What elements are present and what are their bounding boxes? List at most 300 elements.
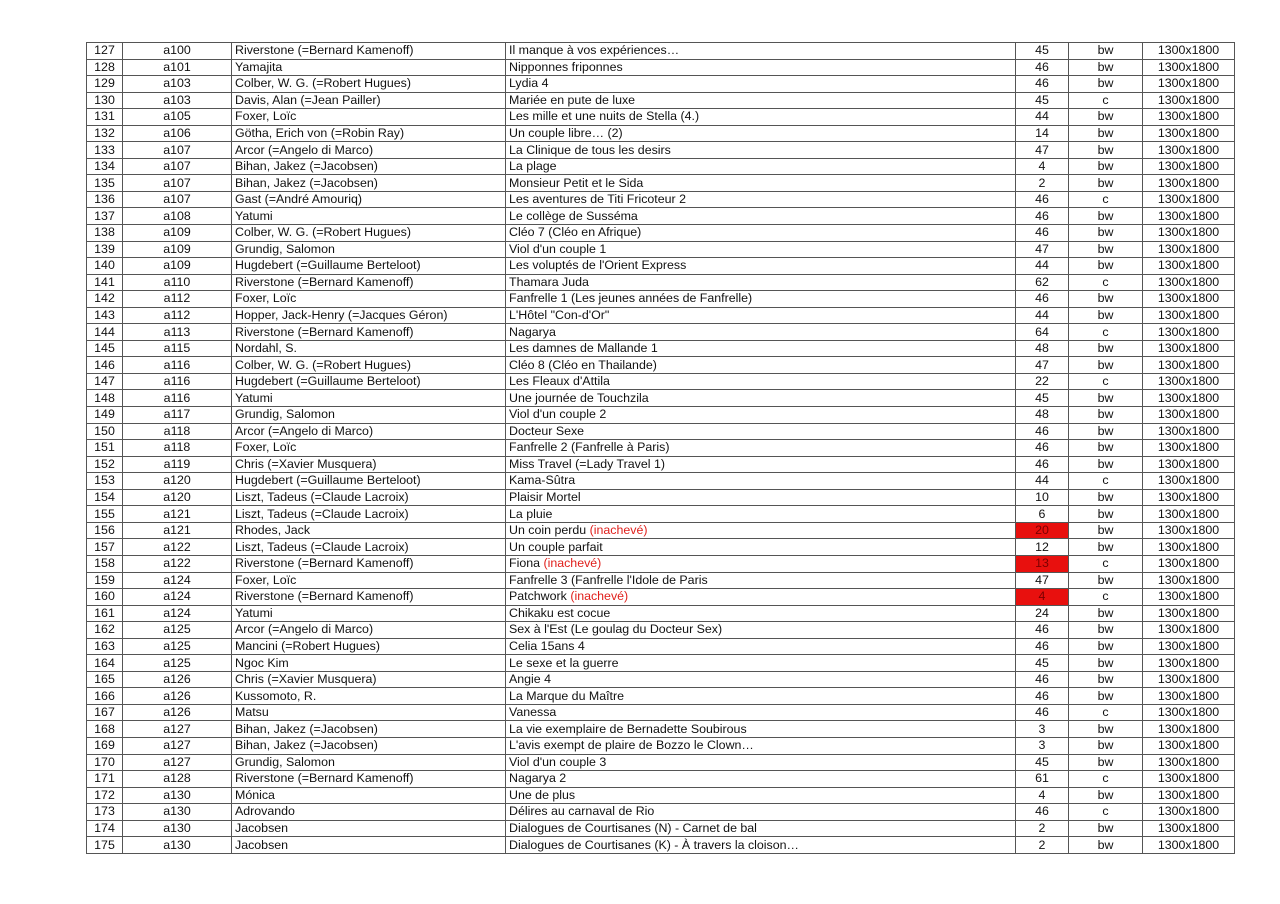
table-row: [87, 704, 1235, 721]
resolution-cell: 1300x1800: [1143, 638, 1235, 655]
color-type-cell: bw: [1069, 688, 1143, 705]
pages-cell: 46: [1016, 622, 1069, 639]
title-cell: [506, 655, 1016, 672]
resolution-cell: 1300x1800: [1143, 704, 1235, 721]
title-text: L'Hôtel "Con-d'Or": [509, 308, 610, 323]
resolution-cell: 1300x1800: [1143, 671, 1235, 688]
color-type-cell: bw: [1069, 655, 1143, 672]
code-cell: a107: [123, 191, 232, 208]
resolution-cell: 1300x1800: [1143, 390, 1235, 407]
code-cell: a121: [123, 522, 232, 539]
title-cell: [506, 589, 1016, 606]
author-cell: Riverstone (=Bernard Kamenoff): [232, 324, 506, 341]
color-type-cell: bw: [1069, 59, 1143, 76]
author-cell: Riverstone (=Bernard Kamenoff): [232, 771, 506, 788]
row-number-cell: 156: [87, 522, 123, 539]
title-text: Viol d'un couple 3: [509, 754, 607, 769]
row-number-cell: 175: [87, 837, 123, 854]
title-cell: [506, 506, 1016, 523]
table-row: [87, 787, 1235, 804]
author-cell: Adrovando: [232, 804, 506, 821]
catalog-table-body: [87, 43, 1235, 854]
pages-cell: 4: [1016, 589, 1069, 606]
resolution-cell: 1300x1800: [1143, 76, 1235, 93]
title-cell: [506, 787, 1016, 804]
title-text: L'avis exempt de plaire de Bozzo le Clown…: [509, 738, 754, 753]
title-cell: [506, 291, 1016, 308]
color-type-cell: bw: [1069, 671, 1143, 688]
pages-cell: 47: [1016, 572, 1069, 589]
code-cell: a120: [123, 489, 232, 506]
resolution-cell: 1300x1800: [1143, 522, 1235, 539]
color-type-cell: bw: [1069, 754, 1143, 771]
pages-cell: 48: [1016, 407, 1069, 424]
resolution-cell: 1300x1800: [1143, 622, 1235, 639]
code-cell: a116: [123, 357, 232, 374]
title-cell: [506, 820, 1016, 837]
pages-cell: 64: [1016, 324, 1069, 341]
row-number-cell: 127: [87, 43, 123, 60]
row-number-cell: 165: [87, 671, 123, 688]
title-text: Docteur Sexe: [509, 423, 585, 438]
title-text: La pluie: [509, 506, 553, 521]
title-cell: [506, 837, 1016, 854]
row-number-cell: 130: [87, 92, 123, 109]
code-cell: a112: [123, 307, 232, 324]
resolution-cell: 1300x1800: [1143, 324, 1235, 341]
pages-cell: 46: [1016, 704, 1069, 721]
author-cell: Colber, W. G. (=Robert Hugues): [232, 225, 506, 242]
row-number-cell: 148: [87, 390, 123, 407]
color-type-cell: bw: [1069, 390, 1143, 407]
resolution-cell: 1300x1800: [1143, 423, 1235, 440]
title-cell: [506, 241, 1016, 258]
title-text: La vie exemplaire de Bernadette Soubirous: [509, 721, 747, 736]
author-cell: Arcor (=Angelo di Marco): [232, 423, 506, 440]
color-type-cell: c: [1069, 191, 1143, 208]
table-row: [87, 771, 1235, 788]
color-type-cell: bw: [1069, 820, 1143, 837]
table-row: [87, 473, 1235, 490]
table-row: [87, 125, 1235, 142]
resolution-cell: 1300x1800: [1143, 555, 1235, 572]
author-cell: Bihan, Jakez (=Jacobsen): [232, 737, 506, 754]
color-type-cell: bw: [1069, 307, 1143, 324]
unfinished-note: (inachevé): [543, 556, 602, 571]
table-row: [87, 390, 1235, 407]
pages-cell: 6: [1016, 506, 1069, 523]
pages-cell: 2: [1016, 820, 1069, 837]
author-cell: Chris (=Xavier Musquera): [232, 456, 506, 473]
table-row: [87, 258, 1235, 275]
color-type-cell: bw: [1069, 622, 1143, 639]
row-number-cell: 150: [87, 423, 123, 440]
table-row: [87, 754, 1235, 771]
pages-cell: 13: [1016, 555, 1069, 572]
title-cell: [506, 76, 1016, 93]
pages-cell: 46: [1016, 671, 1069, 688]
color-type-cell: bw: [1069, 357, 1143, 374]
color-type-cell: bw: [1069, 158, 1143, 175]
table-row: [87, 241, 1235, 258]
title-cell: [506, 92, 1016, 109]
author-cell: Yatumi: [232, 208, 506, 225]
title-text: Le sexe et la guerre: [509, 655, 619, 670]
title-cell: [506, 804, 1016, 821]
title-text: Un coin perdu: [509, 523, 587, 538]
title-cell: [506, 208, 1016, 225]
color-type-cell: bw: [1069, 489, 1143, 506]
title-cell: [506, 721, 1016, 738]
row-number-cell: 132: [87, 125, 123, 142]
code-cell: a124: [123, 605, 232, 622]
table-row: [87, 671, 1235, 688]
table-row: [87, 589, 1235, 606]
title-cell: [506, 158, 1016, 175]
title-text: Délires au carnaval de Rio: [509, 804, 655, 819]
pages-cell: 14: [1016, 125, 1069, 142]
author-cell: Foxer, Loïc: [232, 440, 506, 457]
code-cell: a124: [123, 572, 232, 589]
code-cell: a100: [123, 43, 232, 60]
row-number-cell: 151: [87, 440, 123, 457]
code-cell: a107: [123, 175, 232, 192]
row-number-cell: 166: [87, 688, 123, 705]
author-cell: Ngoc Kim: [232, 655, 506, 672]
unfinished-note: (inachevé): [589, 523, 648, 538]
pages-cell: 46: [1016, 688, 1069, 705]
pages-cell: 4: [1016, 787, 1069, 804]
title-text: Dialogues de Courtisanes (K) - À travers la cloison…: [509, 837, 799, 852]
pages-cell: 46: [1016, 208, 1069, 225]
code-cell: a113: [123, 324, 232, 341]
title-text: Dialogues de Courtisanes (N) - Carnet de bal: [509, 820, 757, 835]
row-number-cell: 173: [87, 804, 123, 821]
pages-cell: 46: [1016, 638, 1069, 655]
resolution-cell: 1300x1800: [1143, 589, 1235, 606]
code-cell: a109: [123, 241, 232, 258]
row-number-cell: 162: [87, 622, 123, 639]
color-type-cell: bw: [1069, 605, 1143, 622]
title-cell: [506, 456, 1016, 473]
resolution-cell: 1300x1800: [1143, 357, 1235, 374]
title-text: Sex à l'Est (Le goulag du Docteur Sex): [509, 622, 723, 637]
pages-cell: 46: [1016, 804, 1069, 821]
code-cell: a125: [123, 622, 232, 639]
row-number-cell: 153: [87, 473, 123, 490]
author-cell: Yatumi: [232, 390, 506, 407]
code-cell: a105: [123, 109, 232, 126]
color-type-cell: bw: [1069, 539, 1143, 556]
code-cell: a116: [123, 373, 232, 390]
title-text: La Marque du Maître: [509, 688, 625, 703]
resolution-cell: 1300x1800: [1143, 407, 1235, 424]
author-cell: Yatumi: [232, 605, 506, 622]
row-number-cell: 138: [87, 225, 123, 242]
color-type-cell: bw: [1069, 109, 1143, 126]
author-cell: Bihan, Jakez (=Jacobsen): [232, 721, 506, 738]
row-number-cell: 133: [87, 142, 123, 159]
title-text: Patchwork: [509, 589, 567, 604]
code-cell: a126: [123, 688, 232, 705]
title-cell: [506, 638, 1016, 655]
color-type-cell: c: [1069, 274, 1143, 291]
table-row: [87, 76, 1235, 93]
title-text: Une journée de Touchzila: [509, 390, 649, 405]
author-cell: Jacobsen: [232, 837, 506, 854]
resolution-cell: 1300x1800: [1143, 241, 1235, 258]
pages-cell: 45: [1016, 754, 1069, 771]
author-cell: Nordahl, S.: [232, 340, 506, 357]
title-text: Plaisir Mortel: [509, 490, 581, 505]
color-type-cell: c: [1069, 589, 1143, 606]
author-cell: Riverstone (=Bernard Kamenoff): [232, 555, 506, 572]
title-cell: [506, 440, 1016, 457]
code-cell: a126: [123, 704, 232, 721]
color-type-cell: c: [1069, 373, 1143, 390]
title-cell: [506, 704, 1016, 721]
table-row: [87, 572, 1235, 589]
row-number-cell: 158: [87, 555, 123, 572]
code-cell: a130: [123, 804, 232, 821]
code-cell: a107: [123, 158, 232, 175]
pages-cell: 47: [1016, 142, 1069, 159]
author-cell: Davis, Alan (=Jean Pailler): [232, 92, 506, 109]
table-row: [87, 59, 1235, 76]
row-number-cell: 172: [87, 787, 123, 804]
resolution-cell: 1300x1800: [1143, 175, 1235, 192]
code-cell: a121: [123, 506, 232, 523]
code-cell: a106: [123, 125, 232, 142]
title-cell: [506, 43, 1016, 60]
pages-cell: 24: [1016, 605, 1069, 622]
table-row: [87, 92, 1235, 109]
row-number-cell: 146: [87, 357, 123, 374]
code-cell: a125: [123, 638, 232, 655]
title-text: Fanfrelle 1 (Les jeunes années de Fanfrelle): [509, 291, 753, 306]
title-cell: [506, 671, 1016, 688]
pages-cell: 46: [1016, 456, 1069, 473]
table-row: [87, 605, 1235, 622]
resolution-cell: 1300x1800: [1143, 59, 1235, 76]
title-text: La plage: [509, 159, 557, 174]
color-type-cell: bw: [1069, 258, 1143, 275]
table-row: [87, 208, 1235, 225]
table-row: [87, 274, 1235, 291]
resolution-cell: 1300x1800: [1143, 440, 1235, 457]
author-cell: Grundig, Salomon: [232, 407, 506, 424]
color-type-cell: c: [1069, 473, 1143, 490]
pages-cell: 44: [1016, 473, 1069, 490]
pages-cell: 61: [1016, 771, 1069, 788]
title-cell: [506, 225, 1016, 242]
author-cell: Colber, W. G. (=Robert Hugues): [232, 76, 506, 93]
title-text: Vanessa: [509, 705, 557, 720]
resolution-cell: 1300x1800: [1143, 837, 1235, 854]
pages-cell: 45: [1016, 43, 1069, 60]
resolution-cell: 1300x1800: [1143, 225, 1235, 242]
pages-cell: 46: [1016, 76, 1069, 93]
pages-cell: 4: [1016, 158, 1069, 175]
pages-cell: 22: [1016, 373, 1069, 390]
title-cell: [506, 754, 1016, 771]
table-row: [87, 655, 1235, 672]
resolution-cell: 1300x1800: [1143, 771, 1235, 788]
code-cell: a122: [123, 555, 232, 572]
resolution-cell: 1300x1800: [1143, 373, 1235, 390]
resolution-cell: 1300x1800: [1143, 307, 1235, 324]
author-cell: Yamajita: [232, 59, 506, 76]
title-text: Il manque à vos expériences…: [509, 43, 680, 58]
pages-cell: 47: [1016, 357, 1069, 374]
table-row: [87, 142, 1235, 159]
resolution-cell: 1300x1800: [1143, 291, 1235, 308]
row-number-cell: 171: [87, 771, 123, 788]
pages-cell: 46: [1016, 440, 1069, 457]
color-type-cell: bw: [1069, 638, 1143, 655]
code-cell: a119: [123, 456, 232, 473]
table-row: [87, 506, 1235, 523]
code-cell: a103: [123, 92, 232, 109]
table-row: [87, 622, 1235, 639]
color-type-cell: bw: [1069, 76, 1143, 93]
resolution-cell: 1300x1800: [1143, 92, 1235, 109]
author-cell: Liszt, Tadeus (=Claude Lacroix): [232, 489, 506, 506]
row-number-cell: 135: [87, 175, 123, 192]
row-number-cell: 169: [87, 737, 123, 754]
resolution-cell: 1300x1800: [1143, 688, 1235, 705]
resolution-cell: 1300x1800: [1143, 804, 1235, 821]
title-cell: [506, 771, 1016, 788]
pages-cell: 46: [1016, 225, 1069, 242]
title-cell: [506, 175, 1016, 192]
resolution-cell: 1300x1800: [1143, 489, 1235, 506]
color-type-cell: bw: [1069, 43, 1143, 60]
table-row: [87, 555, 1235, 572]
color-type-cell: c: [1069, 92, 1143, 109]
title-cell: [506, 688, 1016, 705]
pages-cell: 45: [1016, 92, 1069, 109]
resolution-cell: 1300x1800: [1143, 340, 1235, 357]
author-cell: Colber, W. G. (=Robert Hugues): [232, 357, 506, 374]
code-cell: a126: [123, 671, 232, 688]
row-number-cell: 142: [87, 291, 123, 308]
pages-cell: 2: [1016, 175, 1069, 192]
code-cell: a127: [123, 754, 232, 771]
pages-cell: 48: [1016, 340, 1069, 357]
row-number-cell: 143: [87, 307, 123, 324]
color-type-cell: bw: [1069, 291, 1143, 308]
resolution-cell: 1300x1800: [1143, 142, 1235, 159]
color-type-cell: bw: [1069, 241, 1143, 258]
table-row: [87, 158, 1235, 175]
resolution-cell: 1300x1800: [1143, 456, 1235, 473]
code-cell: a116: [123, 390, 232, 407]
color-type-cell: bw: [1069, 572, 1143, 589]
title-text: Angie 4: [509, 672, 552, 687]
color-type-cell: bw: [1069, 506, 1143, 523]
title-cell: [506, 357, 1016, 374]
title-text: Fanfrelle 2 (Fanfrelle à Paris): [509, 440, 670, 455]
title-cell: [506, 539, 1016, 556]
author-cell: Grundig, Salomon: [232, 241, 506, 258]
pages-cell: 46: [1016, 291, 1069, 308]
row-number-cell: 145: [87, 340, 123, 357]
color-type-cell: bw: [1069, 456, 1143, 473]
code-cell: a118: [123, 440, 232, 457]
table-row: [87, 539, 1235, 556]
color-type-cell: bw: [1069, 787, 1143, 804]
code-cell: a101: [123, 59, 232, 76]
author-cell: Foxer, Loïc: [232, 572, 506, 589]
table-row: [87, 423, 1235, 440]
author-cell: Arcor (=Angelo di Marco): [232, 142, 506, 159]
title-cell: [506, 555, 1016, 572]
title-cell: [506, 142, 1016, 159]
code-cell: a120: [123, 473, 232, 490]
title-text: Thamara Juda: [509, 274, 589, 289]
table-row: [87, 407, 1235, 424]
resolution-cell: 1300x1800: [1143, 737, 1235, 754]
code-cell: a109: [123, 225, 232, 242]
title-text: Nagarya 2: [509, 771, 567, 786]
pages-cell: 3: [1016, 721, 1069, 738]
pages-cell: 45: [1016, 390, 1069, 407]
pages-cell: 12: [1016, 539, 1069, 556]
author-cell: Riverstone (=Bernard Kamenoff): [232, 43, 506, 60]
author-cell: Jacobsen: [232, 820, 506, 837]
pages-cell: 45: [1016, 655, 1069, 672]
resolution-cell: 1300x1800: [1143, 820, 1235, 837]
row-number-cell: 163: [87, 638, 123, 655]
author-cell: Hugdebert (=Guillaume Berteloot): [232, 473, 506, 490]
table-row: [87, 291, 1235, 308]
pages-cell: 46: [1016, 191, 1069, 208]
table-row: [87, 638, 1235, 655]
table-row: [87, 191, 1235, 208]
pages-cell: 20: [1016, 522, 1069, 539]
resolution-cell: 1300x1800: [1143, 605, 1235, 622]
pages-cell: 10: [1016, 489, 1069, 506]
table-row: [87, 340, 1235, 357]
row-number-cell: 159: [87, 572, 123, 589]
color-type-cell: bw: [1069, 125, 1143, 142]
author-cell: Götha, Erich von (=Robin Ray): [232, 125, 506, 142]
title-text: Les voluptés de l'Orient Express: [509, 258, 687, 273]
code-cell: a124: [123, 589, 232, 606]
title-cell: [506, 324, 1016, 341]
author-cell: Riverstone (=Bernard Kamenoff): [232, 589, 506, 606]
title-text: Les damnes de Mallande 1: [509, 341, 658, 356]
catalog-table: [86, 42, 1235, 854]
row-number-cell: 170: [87, 754, 123, 771]
code-cell: a103: [123, 76, 232, 93]
author-cell: Mancini (=Robert Hugues): [232, 638, 506, 655]
author-cell: Gast (=André Amouriq): [232, 191, 506, 208]
title-text: Kama-Sûtra: [509, 473, 576, 488]
color-type-cell: bw: [1069, 208, 1143, 225]
title-cell: [506, 390, 1016, 407]
title-cell: [506, 407, 1016, 424]
code-cell: a107: [123, 142, 232, 159]
row-number-cell: 131: [87, 109, 123, 126]
title-cell: [506, 340, 1016, 357]
author-cell: Liszt, Tadeus (=Claude Lacroix): [232, 539, 506, 556]
pages-cell: 62: [1016, 274, 1069, 291]
code-cell: a127: [123, 737, 232, 754]
code-cell: a117: [123, 407, 232, 424]
table-row: [87, 357, 1235, 374]
